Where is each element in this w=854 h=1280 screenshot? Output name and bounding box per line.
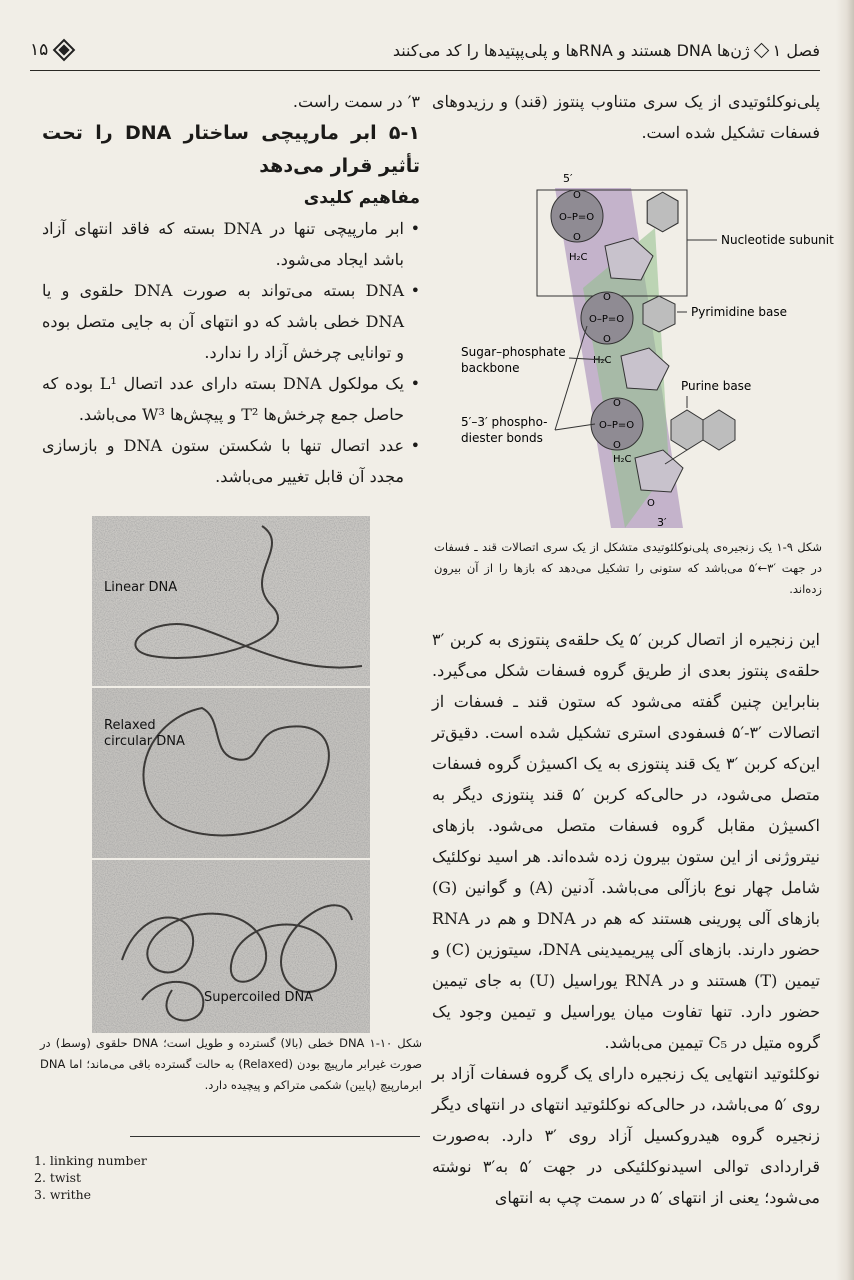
nucleotide-subunit-label: Nucleotide subunit: [721, 233, 834, 247]
key-concept-item: • یک مولکول DNA بسته دارای عدد اتصال L¹ بوده که حاصل جمع چرخش‌ها T² و پیچش‌ها W³ می‌باشد.: [42, 368, 420, 430]
backbone-label: backbone: [461, 361, 520, 375]
h2c-label-3: H₂C: [613, 454, 632, 465]
relaxed-dna-label-line1: Relaxed: [104, 718, 156, 733]
footnotes: [34, 1152, 147, 1203]
oxygen-label: O: [647, 498, 655, 509]
pyrimidine-base-label: Pyrimidine base: [691, 305, 787, 319]
micrograph-supercoiled-dna: [92, 860, 370, 1033]
running-header: [393, 41, 820, 60]
right-column-main: [432, 624, 820, 1213]
phosphate-3-p: O–P=O: [599, 420, 635, 431]
left-column: [42, 86, 420, 492]
base-hexagon-1: [647, 192, 678, 232]
figure-dna-micrographs: [92, 516, 370, 1033]
page-number: ۱۵: [30, 40, 49, 60]
phosphate-1-o-top: O: [573, 190, 581, 201]
phospho-leader-1: [555, 424, 595, 430]
page-number-group: [30, 40, 72, 60]
phosphate-2-p: O–P=O: [589, 314, 625, 325]
phosphate-2-o-bottom: O: [603, 334, 611, 345]
main-paragraph-1: این زنجیره از اتصال کربن ′۵ یک حلقه‌ی پنتوزی به کربن ′۳ حلقه‌ی پنتوز بعدی از طریق گروه فسفات شکل می‌گیرد. بنابراین چنین گفته می‌شود که ستون قند ـ فسفات از اتصالات ′۳-′۵ فسفودی استری تشکیل شده است. دقیق‌تر این‌که کربن ′۳ یک قند پنتوزی به یک اکسیژن گروه فسفات متصل می‌شود، در حالی‌که کربن ′۵ قند پنتوزی دیگر به اکسیژن مقابل گروه فسفات متصل می‌شود. بازهای نیتروژنی از این ستون بیرون زده شده‌اند. هر اسید نوکلئیک شامل چهار نوع بازآلی می‌باشد. آدنین (A) و گوانین (G) بازهای آلی پورینی هستند که هم در DNA و هم در RNA حضور دارند. بازهای آلی پیریمیدینی DNA، سیتوزین (C) و تیمین (T) هستند و در RNA یوراسیل (U) به جای تیمین حضور دارد. تنها تفاوت میان یوراسیل و تیمین وجود یک گروه متیل در C₅ تیمین می‌باشد.: [432, 630, 821, 1052]
pyrimidine-hexagon: [643, 296, 675, 332]
h2c-label-2: H₂C: [593, 355, 612, 366]
key-concepts-heading: مفاهیم کلیدی: [303, 188, 420, 208]
phosphate-1-p: O–P=O: [559, 212, 595, 223]
phosphate-3-o-top: O: [613, 398, 621, 409]
phosphodiester-label-line2: diester bonds: [461, 431, 543, 445]
micrograph-linear-dna: [92, 516, 370, 686]
chapter-label: فصل ۱: [772, 40, 820, 60]
micrograph-relaxed-dna: [92, 688, 370, 858]
diamond-outline-icon: [753, 42, 769, 58]
sugar-phosphate-label: Sugar–phosphate: [461, 345, 566, 359]
footnote-2: 2. twist: [34, 1170, 82, 1185]
supercoiled-dna-image: [92, 860, 370, 1033]
page-header: [30, 30, 820, 71]
phosphate-3-o-bottom: O: [613, 440, 621, 451]
section-title: ۵-۱ ابر مارپیچی ساختار DNA را تحت تأثیر قرار می‌دهد: [42, 122, 420, 177]
footnote-1: 1. linking number: [34, 1153, 147, 1168]
intro-paragraph: پلی‌نوکلئوتیدی از یک سری متناوب پنتوز (قند) و رزیدوهای فسفات تشکیل شده است.: [432, 92, 820, 142]
purine-second-ring: [703, 410, 735, 450]
supercoiled-dna-label: Supercoiled DNA: [204, 990, 314, 1005]
linear-dna-label: Linear DNA: [104, 580, 178, 595]
phosphate-1-o-bottom: O: [573, 232, 581, 243]
book-spine-shadow: [836, 0, 854, 1280]
key-concepts-list: [42, 213, 420, 492]
figure-1-10-caption: شکل ۱۰-۱ DNA خطی (بالا) گسترده و طویل است؛ DNA حلقوی (وسط) در صورت غیرابر مارپیچ بودن (Relaxed) به حالت گسترده باقی می‌ماند؛ اما DNA ابرمارپیچ (پایین) شکمی متراکم و پیچیده دارد.: [40, 1036, 423, 1092]
relaxed-dna-image: [92, 688, 370, 858]
key-concept-item: • عدد اتصال تنها با شکستن ستون DNA و بازسازی مجدد آن قابل تغییر می‌باشد.: [42, 430, 420, 492]
key-concept-item: • DNA بسته می‌تواند به صورت DNA حلقوی و یا DNA خطی باشد که دو انتهای آن به جایی متصل بوده و توانایی چرخش آزاد را ندارد.: [42, 275, 420, 368]
relaxed-dna-label-line2: circular DNA: [104, 734, 185, 749]
five-prime-label: 5′: [563, 172, 573, 185]
main-paragraph-2: نوکلئوتید انتهایی یک زنجیره دارای یک گروه فسفات آزاد بر روی ′۵ می‌باشد، در حالی‌که نوکلئوتید انتهای در انتهای دیگر زنجیره گروه هیدروکسیل آزاد روی ′۳ دارد. به‌صورت قراردادی توالی اسیدنوکلئیکی در جهت ′۵ به‌′۳ نوشته می‌شود؛ یعنی از انتهای ′۵ در سمت چپ به انتهای: [432, 1064, 821, 1207]
phospho-leader-2: [555, 326, 587, 430]
diamond-filled-icon: [53, 39, 76, 62]
right-column: [432, 86, 820, 148]
linear-dna-image: [92, 516, 370, 686]
running-title: ژن‌ها DNA هستند و RNAها و پلی‌پپتیدها را کد می‌کنند: [392, 40, 750, 60]
purine-base-label: Purine base: [681, 379, 752, 393]
key-concept-item: • ابر مارپیچی تنها در DNA بسته که فاقد انتهای آزاد باشد ایجاد می‌شود.: [42, 213, 420, 275]
footnote-divider: [130, 1136, 420, 1137]
figure-1-9-caption: شکل ۹-۱ یک زنجیره‌ی پلی‌نوکلئوتیدی متشکل از یک سری اتصالات قند ـ فسفات در جهت ′۳←′۵ می‌باشد که ستونی را تشکیل می‌دهد که بازها را از آن بیرون زده‌اند.: [434, 540, 822, 596]
h2c-label-1: H₂C: [569, 252, 588, 263]
purine-hexagon: [671, 410, 703, 450]
continuation-text: ′۳ در سمت راست.: [292, 92, 420, 111]
figure-polynucleotide-chain: [455, 168, 835, 538]
phosphate-2-o-top: O: [603, 292, 611, 303]
phosphodiester-label-line1: 5′–3′ phospho-: [461, 415, 548, 429]
three-prime-label: 3′: [657, 516, 667, 529]
footnote-3: 3. writhe: [34, 1187, 92, 1202]
